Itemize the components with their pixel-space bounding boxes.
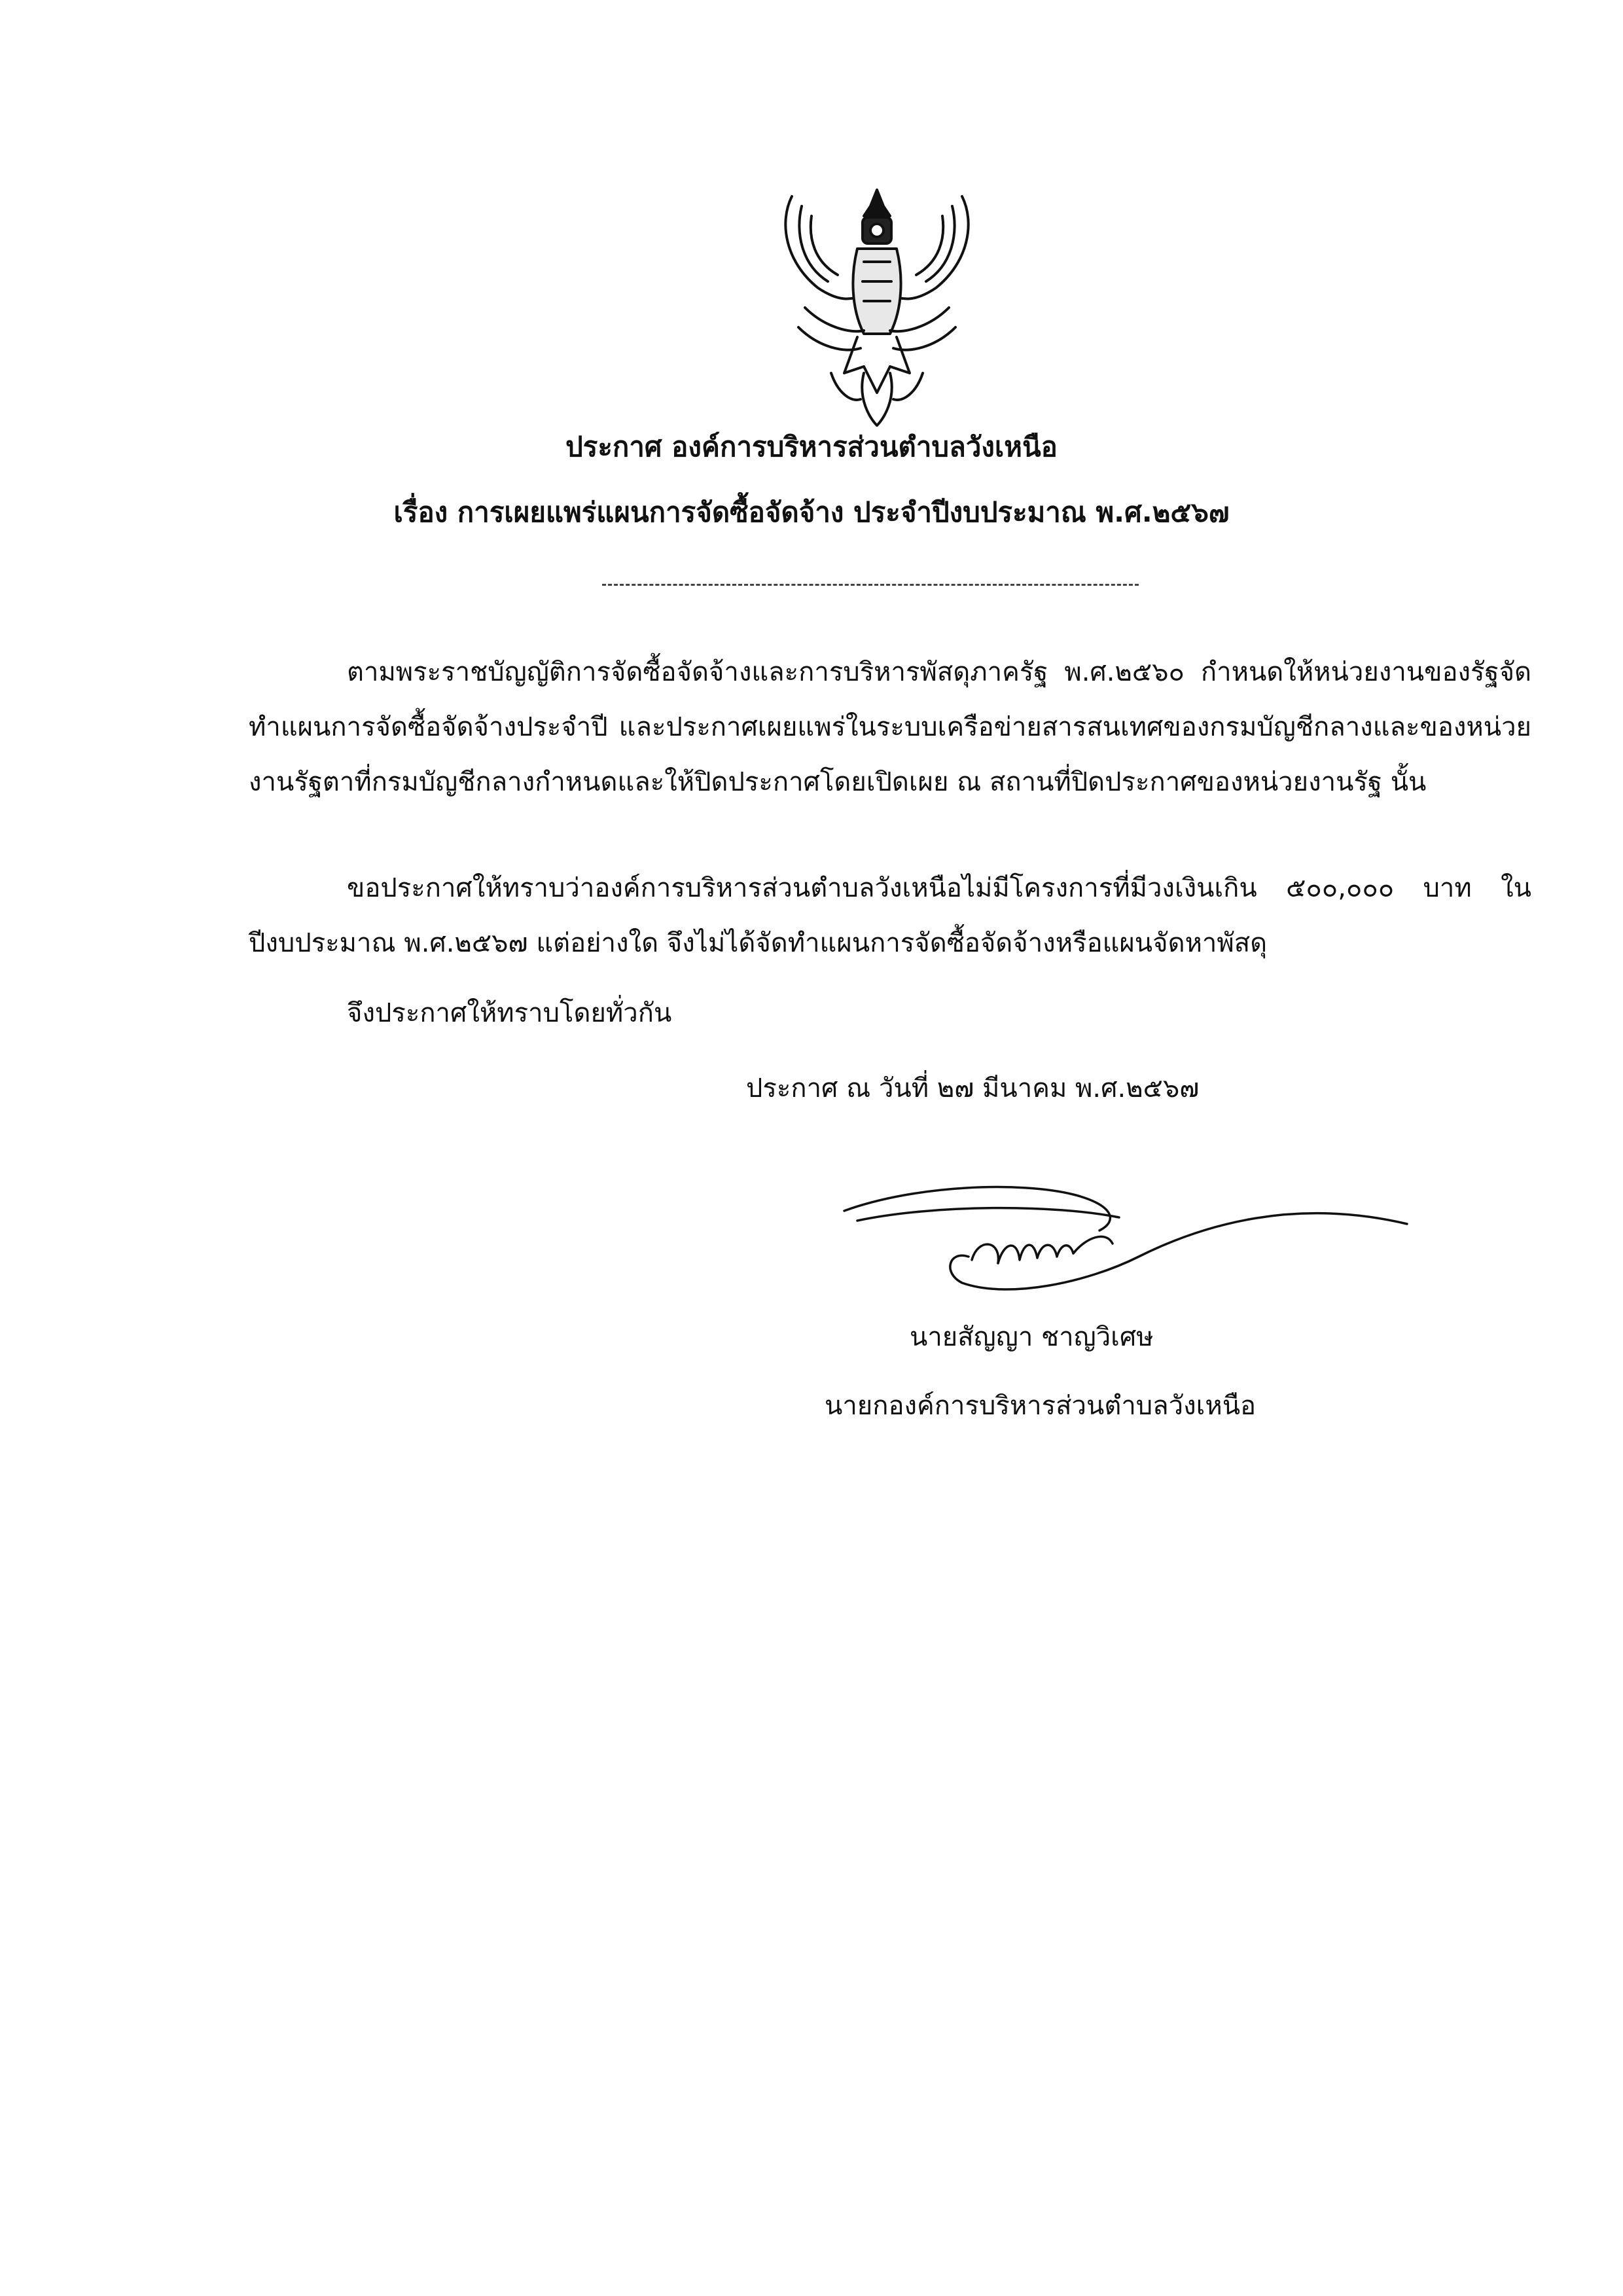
- title-divider: [602, 584, 1139, 586]
- announcement-date: ประกาศ ณ วันที่ ๒๗ มีนาคม พ.ศ.๒๕๖๗: [746, 1073, 1200, 1103]
- signer-position: นายกองค์การบริหารส่วนตำบลวังเหนือ: [825, 1391, 1257, 1421]
- announcement-title: ประกาศ องค์การบริหารส่วนตำบลวังเหนือ: [565, 431, 1058, 463]
- garuda-emblem-icon: [766, 177, 988, 439]
- handwritten-signature: [838, 1158, 1427, 1316]
- announcement-subject: เรื่อง การเผยแพร่แผนการจัดซื้อจัดจ้าง ประจำปีงบประมาณ พ.ศ.๒๕๖๗: [393, 496, 1230, 528]
- body-paragraph-2: ขอประกาศให้ทราบว่าองค์การบริหารส่วนตำบลวังเหนือไม่มีโครงการที่มีวงเงินเกิน ๕๐๐,๐๐๐ บาท ในปีงบประมาณ พ.ศ.๒๕๖๗ แต่อย่างใด จึงไม่ได้จัดทำแผนการจัดซื้อจัดจ้างหรือแผนจัดหาพัสดุ: [249, 873, 1531, 958]
- closing-statement: จึงประกาศให้ทราบโดยทั่วกัน: [347, 998, 672, 1028]
- body-paragraph-1: ตามพระราชบัญญัติการจัดซื้อจัดจ้างและการบริหารพัสดุภาครัฐ พ.ศ.๒๕๖๐ กำหนดให้หน่วยงานของรัฐจัดทำแผนการจัดซื้อจัดจ้างประจำปี และประกาศเผยแพร่ในระบบเครือข่ายสารสนเทศของกรมบัญชีกลางและของหน่วยงานรัฐตาที่กรมบัญชีกลางกำหนดและให้ปิดประกาศโดยเปิดเผย ณ สถานที่ปิดประกาศของหน่วยงานรัฐ นั้น: [249, 657, 1531, 797]
- signer-name: นายสัญญา ชาญวิเศษ: [910, 1322, 1154, 1352]
